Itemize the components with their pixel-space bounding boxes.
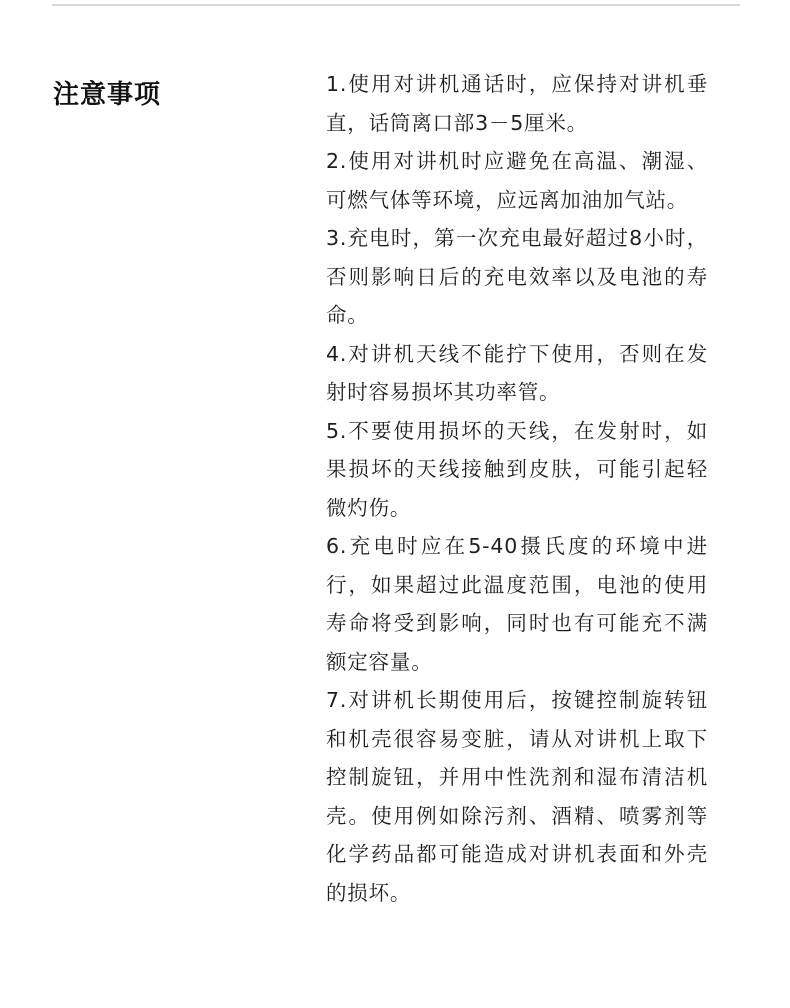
note-item-3: 3.充电时，第一次充电最好超过8小时，否则影响日后的充电效率以及电池的寿命。 [326,226,708,327]
note-item-6: 6.充电时应在5-40摄氏度的环境中进行，如果超过此温度范围，电池的使用寿命将受到影响，同时也有可能充不满额定容量。 [326,534,708,674]
note-item-5: 5.不要使用损坏的天线，在发射时，如果损坏的天线接触到皮肤，可能引起轻微灼伤。 [326,418,708,520]
note-item-2: 2.使用对讲机时应避免在高温、潮湿、可燃气体等环境，应远离加油加气站。 [326,149,708,212]
note-item-7: 7.对讲机长期使用后，按键控制旋转钮和机壳很容易变脏，请从对讲机上取下控制旋钮，并用中性洗剂和湿布清洁机壳。使用例如除污剂、酒精、喷雾剂等化学药品都可能造成对讲机表面和外壳的损坏。 [326,688,708,905]
section-title: 注意事项 [53,80,162,110]
note-item-1: 1.使用对讲机通话时，应保持对讲机垂直，话筒离口部3－5厘米。 [326,72,708,135]
notes-list [326,65,708,912]
top-divider [52,4,740,6]
note-item-4: 4.对讲机天线不能拧下使用，否则在发射时容易损坏其功率管。 [326,341,708,404]
